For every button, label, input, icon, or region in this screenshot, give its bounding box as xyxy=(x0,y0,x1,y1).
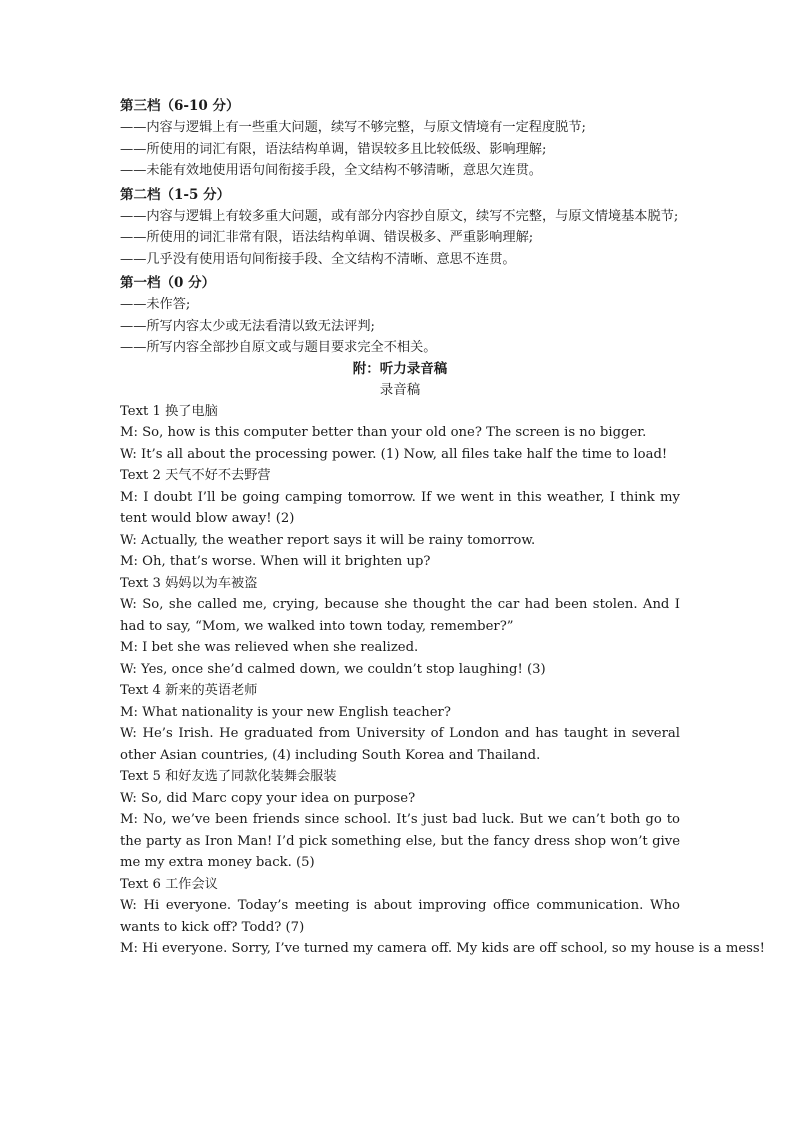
transcript-heading: Text 4 新来的英语老师 xyxy=(120,683,258,698)
transcript-line: M: No, we’ve been friends since school. It’s just bad luck. But we can’t both go to the party as Iron Man! I’d pick something else, but the fancy dress shop won’t give me my extra money back. (5) xyxy=(120,812,680,870)
transcript-line: M: So, how is this computer better than your old one? The screen is no bigger. xyxy=(120,425,647,440)
transcript-line: W: So, she called me, crying, because she thought the car had been stolen. And I had to say, “Mom, we walked into town today, remember?” xyxy=(120,597,680,634)
transcript-line: W: Hi everyone. Today’s meeting is about improving office communication. Who wants to kick off? Todd? (7) xyxy=(120,898,680,935)
tier2-item: ——内容与逻辑上有较多重大问题，或有部分内容抄自原文，续写不完整，与原文情境基本脱节; xyxy=(120,208,679,224)
transcript-line: M: I bet she was relieved when she realized. xyxy=(120,640,419,655)
document-page xyxy=(120,93,765,960)
transcript-heading: Text 2 天气不好不去野营 xyxy=(120,468,271,483)
tier3-title: 第三档（6-10 分） xyxy=(120,98,240,114)
transcript-heading: Text 6 工作会议 xyxy=(120,876,218,892)
tier3-item: ——所使用的词汇有限，语法结构单调，错误较多且比较低级、影响理解; xyxy=(120,141,547,157)
transcript-line: W: He’s Irish. He graduated from University of London and has taught in several other Asian countries, (4) including South Korea and Thailand. xyxy=(120,726,680,763)
tier1-title: 第一档（0 分） xyxy=(120,275,216,291)
transcript-line: M: What nationality is your new English teacher? xyxy=(120,704,451,720)
transcript-heading: Text 1 换了电脑 xyxy=(120,403,218,419)
transcript-heading: Text 3 妈妈以为车被盗 xyxy=(120,575,258,591)
transcript-line: W: Yes, once she’d calmed down, we couldn’t stop laughing! (3) xyxy=(120,661,546,677)
tier1-item: ——未作答; xyxy=(120,297,191,312)
tier2-title: 第二档（1-5 分） xyxy=(120,186,231,203)
transcript-line: M: I doubt I’ll be going camping tomorrow. If we went in this weather, I think my tent would blow away! (2) xyxy=(120,489,680,526)
transcript-line: W: It’s all about the processing power. (1) Now, all files take half the time to load! xyxy=(120,446,668,462)
tier1-item: ——所写内容太少或无法看清以致无法评判; xyxy=(120,318,376,334)
tier2-item: ——几乎没有使用语句间衔接手段、全文结构不清晰、意思不连贯。 xyxy=(120,251,516,267)
tier2-item: ——所使用的词汇非常有限，语法结构单调、错误极多、严重影响理解; xyxy=(120,230,534,245)
transcript-line: W: Actually, the weather report says it will be rainy tomorrow. xyxy=(120,532,536,548)
tier3-item: ——未能有效地使用语句间衔接手段，全文结构不够清晰，意思欠连贯。 xyxy=(120,163,542,178)
transcript-line: M: Hi everyone. Sorry, I’ve turned my camera off. My kids are off school, so my house is a mess! xyxy=(120,941,765,956)
transcript-heading: Text 5 和好友选了同款化装舞会服装 xyxy=(120,769,337,784)
tier3-item: ——内容与逻辑上有一些重大问题，续写不够完整，与原文情境有一定程度脱节; xyxy=(120,120,587,135)
transcript xyxy=(120,401,765,960)
appendix-subtitle: 录音稿 xyxy=(379,381,421,398)
tier1-item: ——所写内容全部抄自原文或与题目要求完全不相关。 xyxy=(120,340,437,355)
appendix-title: 附：听力录音稿 xyxy=(352,360,448,377)
transcript-line: M: Oh, that’s worse. When will it brighten up? xyxy=(120,554,431,569)
transcript-line: W: So, did Marc copy your idea on purpose? xyxy=(120,790,416,806)
